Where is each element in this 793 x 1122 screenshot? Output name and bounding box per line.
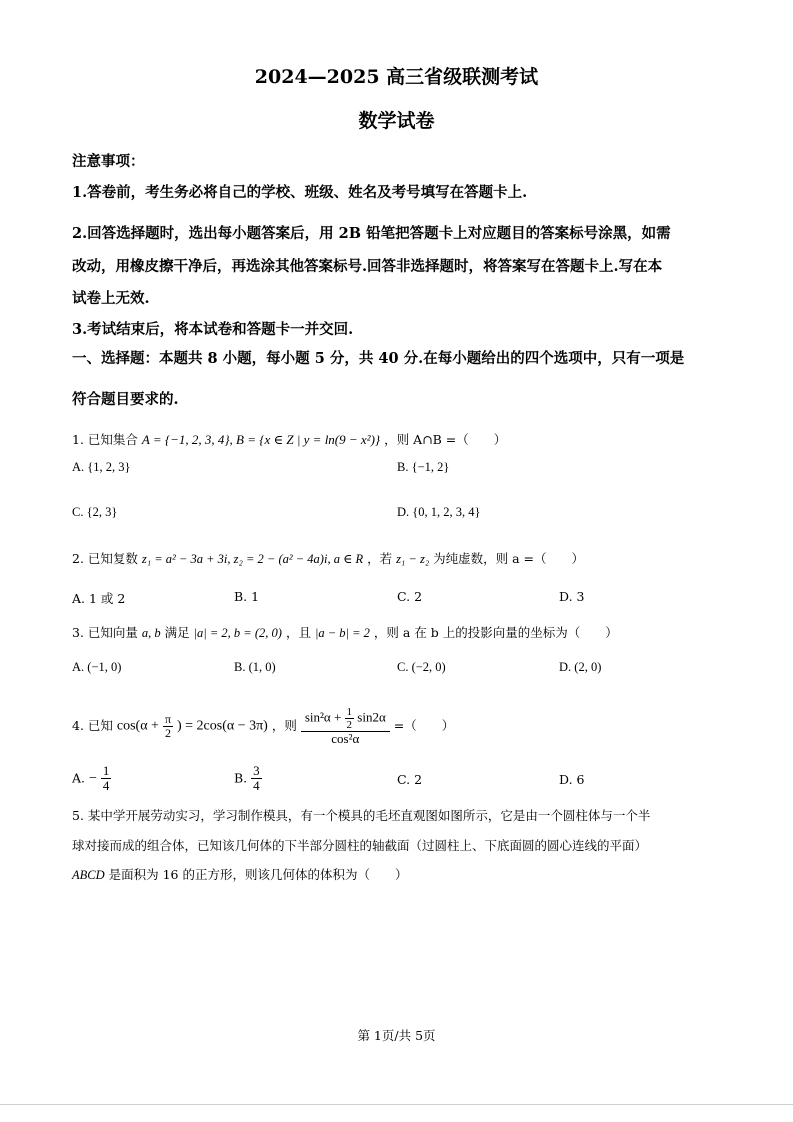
section-heading-line2: 符合题目要求的. bbox=[72, 391, 179, 408]
exam-subtitle: 数学试卷 bbox=[358, 110, 435, 132]
question-4 bbox=[72, 706, 454, 746]
question-3-formula-3: |a − b| = 2 bbox=[314, 626, 370, 640]
section-heading-line1: 一、选择题：本题共 8 小题，每小题 5 分，共 40 分.在每小题给出的四个选项中，只有一项是 bbox=[72, 350, 685, 367]
question-1-prefix: 1. 已知集合 bbox=[72, 432, 138, 447]
question-3 bbox=[72, 623, 618, 641]
notice-heading: 注意事项： bbox=[72, 153, 145, 170]
question-4-option-a[interactable] bbox=[72, 764, 111, 794]
half-fraction bbox=[345, 706, 355, 731]
option-b-denominator: 4 bbox=[253, 778, 260, 794]
question-2-formula-2: z₁ − z₂ bbox=[396, 552, 430, 566]
question-3-option-d[interactable]: D. (2, 0) bbox=[559, 660, 602, 674]
question-3-formula: a, b bbox=[141, 626, 161, 640]
question-2-option-d[interactable]: D. 3 bbox=[559, 589, 585, 604]
option-a-fraction bbox=[101, 764, 112, 794]
question-5-line3 bbox=[72, 865, 407, 883]
page-bottom-divider bbox=[0, 1104, 793, 1105]
question-4-formula-left: cos(α + bbox=[116, 718, 159, 734]
question-3-suffix: ，则 a 在 b 上的投影向量的坐标为（ ） bbox=[373, 625, 618, 640]
option-a-sign: − bbox=[89, 770, 97, 786]
question-2 bbox=[72, 549, 584, 567]
question-2-option-b[interactable]: B. 1 bbox=[234, 589, 260, 604]
question-2-option-c[interactable]: C. 2 bbox=[397, 589, 423, 604]
question-5-formula: ABCD bbox=[72, 868, 105, 882]
half-numerator: 1 bbox=[346, 706, 353, 718]
option-b-fraction bbox=[251, 764, 262, 794]
half-denominator: 2 bbox=[346, 719, 353, 732]
question-1-suffix: ，则 A∩B =（ ） bbox=[384, 432, 507, 447]
question-3-prefix: 3. 已知向量 bbox=[72, 625, 138, 640]
question-1-formula: A = {−1, 2, 3, 4}, B = {x ∈ Z | y = ln(9 − x²)} bbox=[141, 432, 381, 447]
question-2-middle: ，若 bbox=[367, 551, 393, 566]
question-1-option-c[interactable]: C. {2, 3} bbox=[72, 505, 118, 519]
question-4-option-d[interactable]: D. 6 bbox=[559, 772, 585, 787]
option-a-label: A. bbox=[72, 770, 86, 786]
question-4-suffix: =（ ） bbox=[393, 718, 455, 733]
question-3-option-b[interactable]: B. (1, 0) bbox=[234, 660, 276, 674]
question-3-mid-2: ，且 bbox=[285, 625, 311, 640]
question-3-option-c[interactable]: C. (−2, 0) bbox=[397, 660, 446, 674]
question-1 bbox=[72, 430, 506, 448]
numerator-part-a: sin²α + bbox=[304, 709, 342, 725]
question-4-main-fraction bbox=[301, 706, 390, 746]
pi-half-fraction bbox=[163, 713, 173, 740]
numerator-part-b: sin2α bbox=[357, 709, 386, 725]
option-a-denominator: 4 bbox=[102, 778, 110, 794]
question-5-line2: 球对接而成的组合体，已知该几何体的下半部分圆柱的轴截面（过圆柱上、下底面圆的圆心连线的平面） bbox=[72, 838, 648, 853]
notice-item-2-line3: 试卷上无效. bbox=[72, 290, 150, 307]
option-b-numerator: 3 bbox=[253, 763, 260, 778]
notice-item-2-line1: 2.回答选择题时，选出每小题答案后，用 2B 铅笔把答题卡上对应题目的答案标号涂黑，如需 bbox=[72, 225, 671, 242]
question-2-suffix: 为纯虚数，则 a =（ ） bbox=[433, 551, 585, 566]
question-5-line1: 5. 某中学开展劳动实习，学习制作模具，有一个模具的毛坯直观图如图所示，它是由一个圆柱体与一个半 bbox=[72, 808, 651, 823]
exam-title: 2024—2025 高三省级联测考试 bbox=[254, 66, 539, 88]
question-4-formula-right: ) = 2cos(α − 3π) bbox=[176, 718, 268, 734]
question-3-formula-2: |a| = 2, b = (2, 0) bbox=[193, 626, 282, 640]
question-1-option-a[interactable]: A. {1, 2, 3} bbox=[72, 460, 131, 474]
main-fraction-denominator: cos²α bbox=[331, 731, 360, 747]
question-4-mid: ，则 bbox=[271, 718, 297, 733]
question-4-prefix: 4. 已知 bbox=[72, 718, 113, 733]
question-3-mid-1: 满足 bbox=[164, 625, 190, 640]
main-fraction-numerator bbox=[301, 706, 390, 732]
option-b-label: B. bbox=[234, 770, 248, 786]
question-2-formula: z₁ = a² − 3a + 3i, z₂ = 2 − (a² − 4a)i, a ∈ R bbox=[141, 552, 364, 566]
notice-item-3: 3.考试结束后，将本试卷和答题卡一并交回. bbox=[72, 321, 354, 338]
pi-denominator: 2 bbox=[164, 725, 171, 740]
question-2-prefix: 2. 已知复数 bbox=[72, 551, 138, 566]
question-4-option-c[interactable]: C. 2 bbox=[397, 772, 423, 787]
question-1-option-d[interactable]: D. {0, 1, 2, 3, 4} bbox=[397, 505, 481, 519]
question-5-text: 是面积为 16 的正方形，则该几何体的体积为（ ） bbox=[108, 867, 408, 882]
option-a-numerator: 1 bbox=[102, 763, 110, 778]
question-1-option-b[interactable]: B. {−1, 2} bbox=[397, 460, 450, 474]
question-3-option-a[interactable]: A. (−1, 0) bbox=[72, 660, 122, 674]
page-number: 第 1页/共 5页 bbox=[357, 1028, 436, 1043]
notice-item-2-line2: 改动，用橡皮擦干净后，再选涂其他答案标号.回答非选择题时，将答案写在答题卡上.写在本 bbox=[72, 258, 663, 275]
pi-numerator: π bbox=[164, 711, 171, 726]
question-4-option-b[interactable] bbox=[234, 764, 262, 794]
question-2-option-a[interactable]: A. 1 或 2 bbox=[72, 591, 126, 606]
notice-item-1: 1.答卷前，考生务必将自己的学校、班级、姓名及考号填写在答题卡上. bbox=[72, 184, 528, 201]
